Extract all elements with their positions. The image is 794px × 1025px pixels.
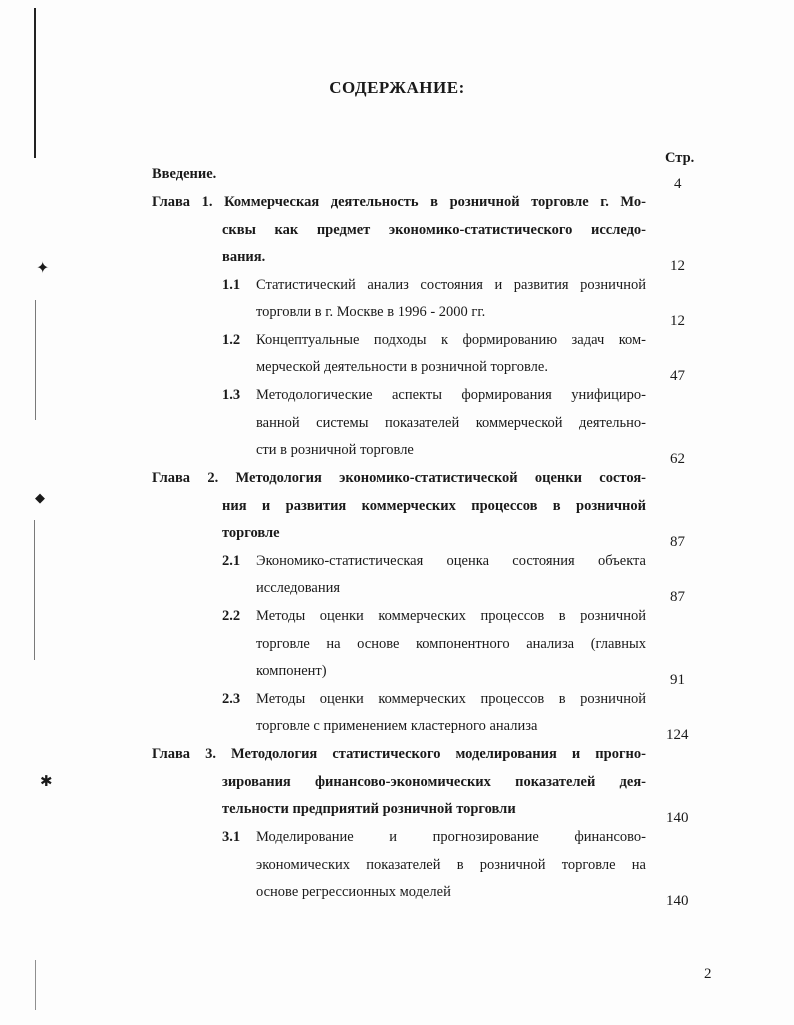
toc-chapter-3-page: 140 — [666, 810, 689, 826]
toc-intro-page: 4 — [674, 176, 682, 192]
toc-section-2-2-line: Методы оценки коммерческих процессов в розничной — [256, 608, 646, 624]
toc-section-1-3-line: ванной системы показателей коммерческой деятельно- — [256, 415, 646, 431]
scan-mark: ✦ — [36, 260, 50, 277]
toc-chapter-1-line: Глава 1. Коммерческая деятельность в розничной торговле г. Мо- — [152, 194, 646, 210]
toc-section-1-3-line: сти в розничной торговле — [256, 442, 414, 458]
toc-chapter-3-line: Глава 3. Методология статистического моделирования и прогно- — [152, 746, 646, 762]
toc-section-number: 1.3 — [222, 387, 241, 403]
toc-section-2-3-line: Методы оценки коммерческих процессов в розничной — [256, 691, 646, 707]
toc-section-1-3-page: 62 — [670, 451, 685, 467]
toc-chapter-3-line: тельности предприятий розничной торговли — [222, 801, 516, 817]
toc-chapter-2-line: торговле — [222, 525, 280, 541]
toc-intro: Введение. — [152, 166, 217, 182]
toc-section-number: 2.2 — [222, 608, 241, 624]
toc-section-1-2-line: Концептуальные подходы к формированию задач ком- — [256, 332, 646, 348]
toc-chapter-3-line: зирования финансово-экономических показателей дея- — [222, 774, 646, 790]
toc-section-3-1-line: Моделирование и прогнозирование финансово- — [256, 829, 646, 845]
toc-section-1-2-page: 47 — [670, 368, 685, 384]
toc-section-2-1-page: 87 — [670, 589, 685, 605]
toc-section-2-3-page: 124 — [666, 727, 689, 743]
scan-mark: ◆ — [35, 490, 45, 505]
scan-margin-line — [35, 960, 36, 1010]
scan-mark: ✱ — [40, 774, 53, 790]
toc-section-1-3-line: Методологические аспекты формирования унифициро- — [256, 387, 646, 403]
toc-section-3-1-line: экономических показателей в розничной торговле на — [256, 857, 646, 873]
toc-section-number: 1.2 — [222, 332, 241, 348]
toc-section-2-2-line: торговле на основе компонентного анализа (главных — [256, 636, 646, 652]
toc-section-3-1-line: основе регрессионных моделей — [256, 884, 451, 900]
toc-section-2-3-line: торговле с применением кластерного анализа — [256, 718, 538, 734]
toc-chapter-1-line: сквы как предмет экономико-статистического исследо- — [222, 222, 646, 238]
scan-margin-line — [34, 520, 35, 660]
toc-section-2-2-page: 91 — [670, 672, 685, 688]
toc-section-number: 1.1 — [222, 277, 241, 293]
toc-chapter-2-page: 87 — [670, 534, 685, 550]
toc-section-2-1-line: Экономико-статистическая оценка состояния объекта — [256, 553, 646, 569]
scan-margin-line — [35, 300, 36, 420]
toc-section-1-1-page: 12 — [670, 313, 685, 329]
page-number: 2 — [704, 966, 712, 982]
page-column-header: Стр. — [665, 150, 695, 166]
toc-section-2-1-line: исследования — [256, 580, 341, 596]
toc-section-1-1-line: Статистический анализ состояния и развития розничной — [256, 277, 646, 293]
toc-chapter-1-page: 12 — [670, 258, 685, 274]
toc-section-1-2-line: мерческой деятельности в розничной торговле. — [256, 359, 548, 375]
toc-section-number: 2.3 — [222, 691, 241, 707]
toc-chapter-2-line: Глава 2. Методология экономико-статистической оценки состоя- — [152, 470, 646, 486]
toc-section-1-1-line: торговли в г. Москве в 1996 - 2000 гг. — [256, 304, 486, 320]
toc-section-3-1-page: 140 — [666, 893, 689, 909]
toc-section-number: 3.1 — [222, 829, 241, 845]
page-title: СОДЕРЖАНИЕ: — [329, 78, 465, 97]
toc-section-2-2-line: компонент) — [256, 663, 327, 679]
toc-section-number: 2.1 — [222, 553, 241, 569]
toc-chapter-2-line: ния и развития коммерческих процессов в розничной — [222, 498, 646, 514]
toc-chapter-1-line: вания. — [222, 249, 266, 265]
